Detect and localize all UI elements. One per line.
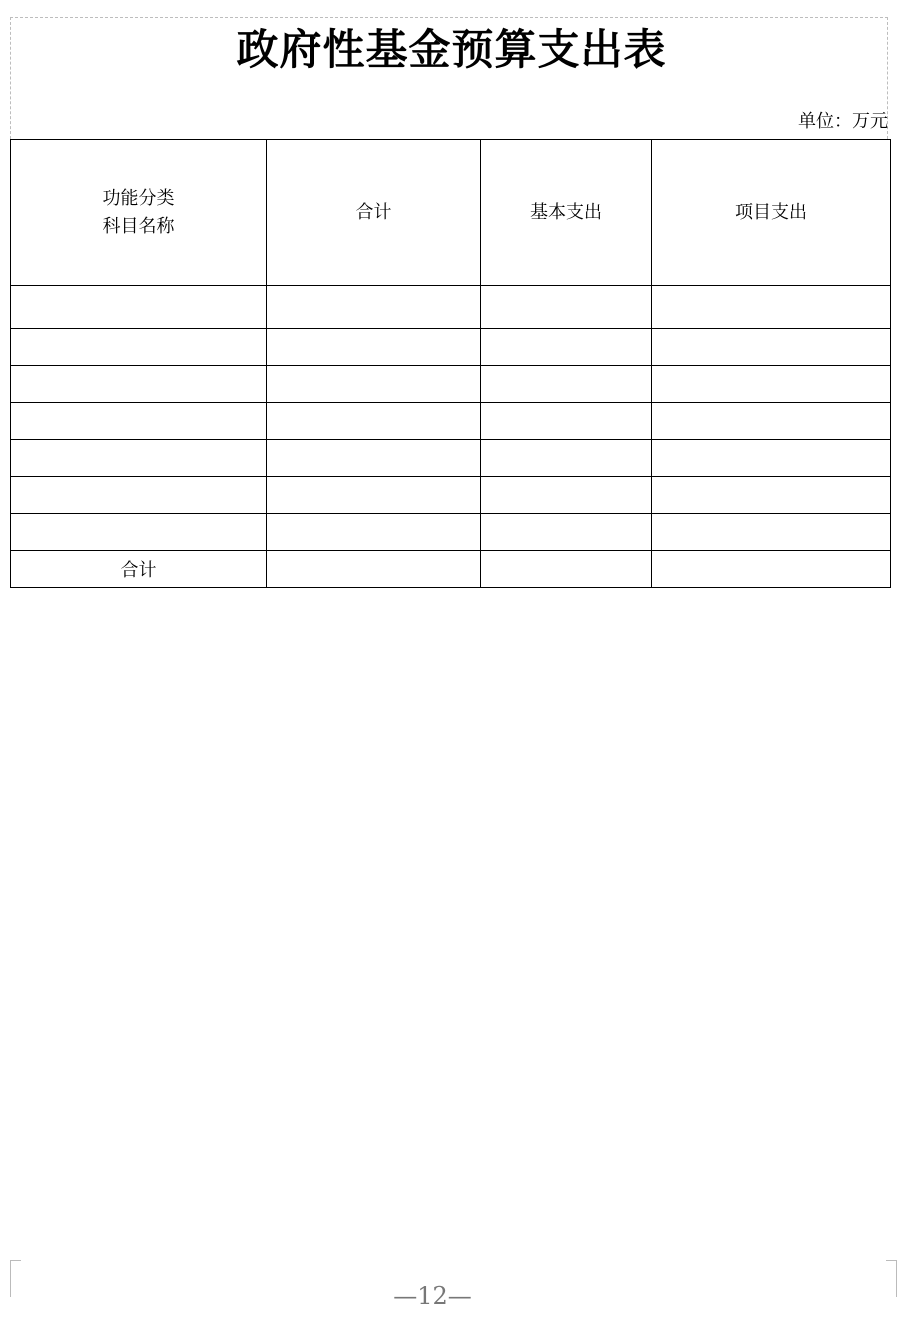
table-row [11,329,891,366]
header-category-line2: 科目名称 [102,215,175,237]
table-cell [267,366,481,403]
header-category-line1: 功能分类 [102,187,175,209]
header-basic-expense: 基本支出 [481,140,652,286]
table-cell [481,477,652,514]
table-cell [652,477,891,514]
table-cell [652,366,891,403]
table-cell [481,514,652,551]
unit-label: 单位：万元 [798,111,888,132]
header-category [11,140,267,286]
table-cell [652,403,891,440]
table-cell [652,329,891,366]
budget-table [10,139,891,588]
table-cell [481,440,652,477]
table-cell [11,403,267,440]
table-row [11,366,891,403]
table-cell [267,286,481,329]
table-row [11,440,891,477]
table-row [11,286,891,329]
table-cell [11,286,267,329]
page-number: —12— [393,1282,472,1310]
total-cell [481,551,652,588]
crop-mark-right [886,1260,897,1297]
table-cell [11,440,267,477]
table-cell [267,514,481,551]
page-title: 政府性基金预算支出表 [236,25,667,74]
table-header-row [11,140,891,286]
total-row [11,551,891,588]
table-cell [267,477,481,514]
table-cell [11,329,267,366]
total-cell [267,551,481,588]
table-cell [267,329,481,366]
table-cell [481,329,652,366]
total-row-label: 合计 [11,551,267,588]
table-cell [11,366,267,403]
table-cell [652,286,891,329]
table-cell [11,477,267,514]
table-row [11,403,891,440]
table-row [11,477,891,514]
header-total: 合计 [267,140,481,286]
table-cell [481,286,652,329]
header-project-expense: 项目支出 [652,140,891,286]
table-cell [267,403,481,440]
table-row [11,514,891,551]
table-cell [652,440,891,477]
table-cell [267,440,481,477]
total-cell [652,551,891,588]
table-cell [652,514,891,551]
table-cell [481,366,652,403]
table-cell [11,514,267,551]
table-cell [481,403,652,440]
